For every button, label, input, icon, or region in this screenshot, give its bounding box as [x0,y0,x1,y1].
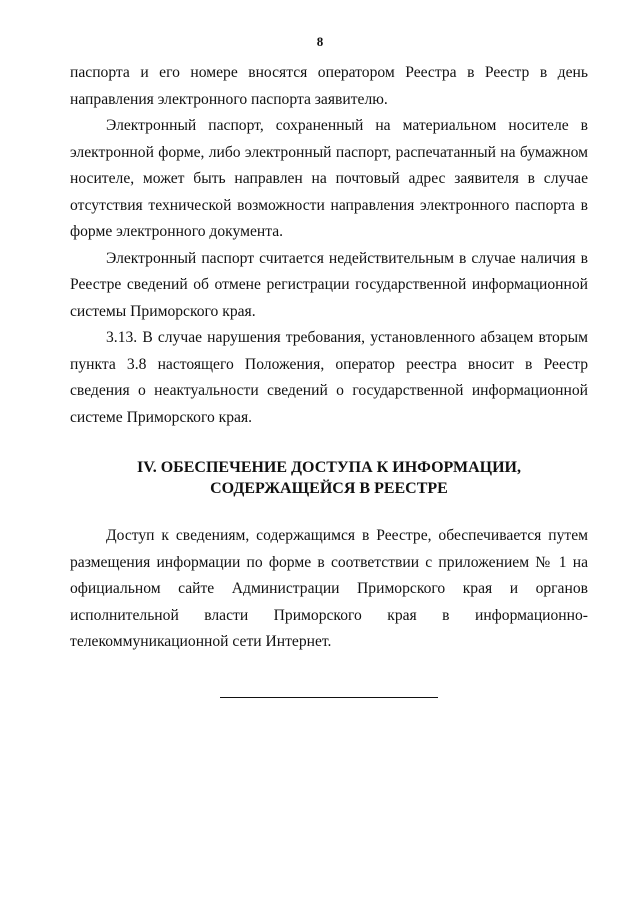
page-number: 8 [316,34,324,49]
section-heading-line-1: IV. ОБЕСПЕЧЕНИЕ ДОСТУПА К ИНФОРМАЦИИ, [136,459,521,476]
paragraph-continuation: паспорта и его номере вносятся оператором Реестра в Реестр в день направления электронного паспорта заявителю. [70,64,588,108]
paragraph-electronic-passport-delivery: Электронный паспорт, сохраненный на материальном носителе в электронной форме, либо электронный паспорт, распечатанный на бумажном носителе, может быть направлен на почтовый адрес заявителя в случае отсутствия технической возможности направления электронного паспорта в форме электронного документа. [70,117,588,240]
section-heading-line-2: СОДЕРЖАЩЕЙСЯ В РЕЕСТРЕ [210,480,448,497]
closing-divider-line [220,697,438,698]
paragraph-access-to-information: Доступ к сведениям, содержащимся в Реестре, обеспечивается путем размещения информации по форме в соответствии с приложением № 1 на официальном сайте Администрации Приморского края и органов исполнительной власти Приморского края в информационно-телекоммуникационной сети Интернет. [70,527,588,650]
document-body [70,60,588,656]
paragraph-item-3-13: 3.13. В случае нарушения требования, установленного абзацем вторым пункта 3.8 настоящего Положения, оператор реестра вносит в Реестр сведения о неактуальности сведений о государственной информационной системе Приморского края. [70,329,588,426]
section-heading [70,457,588,499]
paragraph-passport-invalid: Электронный паспорт считается недействительным в случае наличия в Реестре сведений об отмене регистрации государственной информационной системы Приморского края. [70,249,588,320]
